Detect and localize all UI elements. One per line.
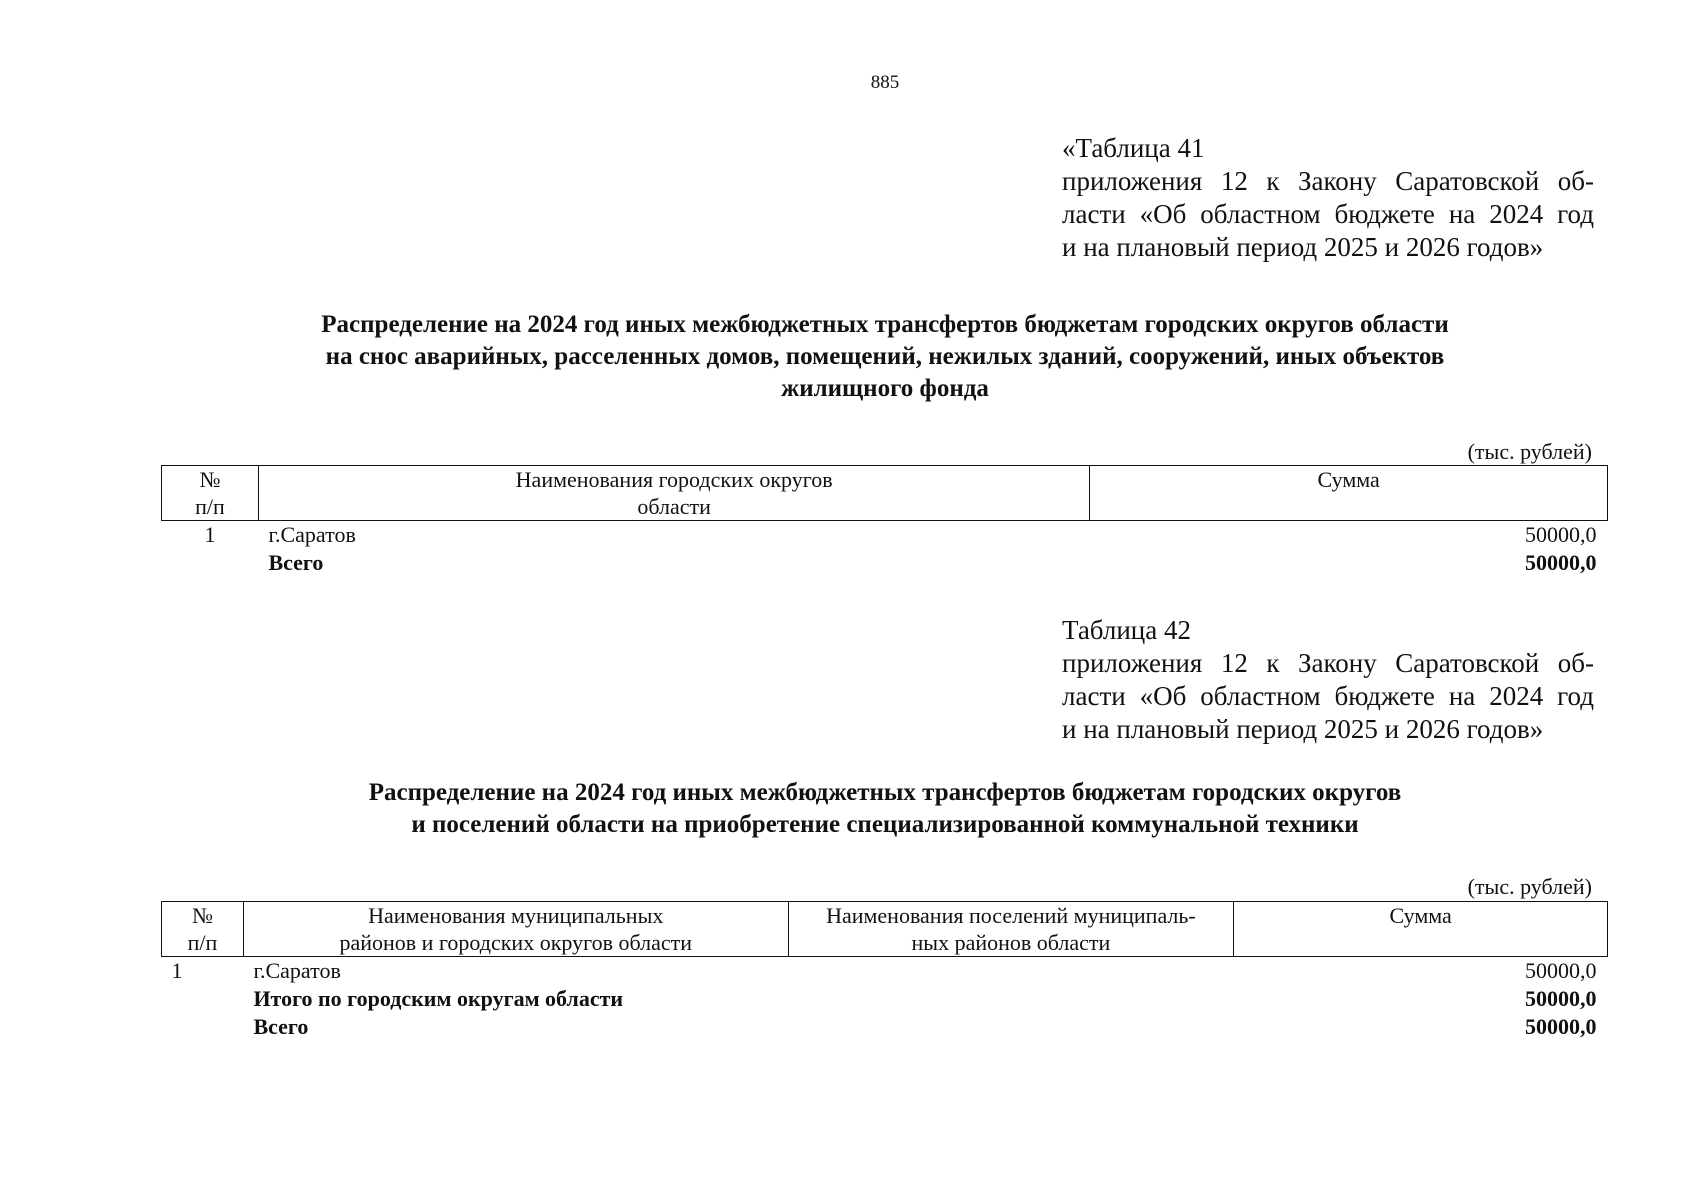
appendix-line: и на плановый период 2025 и 2026 годов»	[1062, 714, 1544, 744]
table41	[161, 465, 1608, 577]
table-header-row	[162, 466, 1608, 521]
heading-line: на снос аварийных, расселенных домов, помещений, нежилых зданий, сооружений, иных объектов	[325, 343, 1445, 370]
appendix-note-table42	[1062, 614, 1594, 746]
subtotal-label: Итого по городским округам области	[253, 986, 624, 1011]
row-sum: 50000,0	[1525, 522, 1597, 547]
appendix-line: и на плановый период 2025 и 2026 годов»	[1062, 232, 1544, 262]
column-header-sum: Сумма	[1090, 466, 1608, 521]
total-label: Всего	[253, 1014, 309, 1039]
table-row	[162, 957, 1608, 986]
units-label: (тыс. рублей)	[1467, 439, 1592, 464]
row-name: г.Саратов	[268, 522, 356, 547]
table41-heading	[160, 309, 1610, 405]
appendix-line: приложения 12 к Закону Саратовской об-	[1062, 166, 1594, 196]
heading-line: жилищного фонда	[781, 375, 989, 402]
heading-line: Распределение на 2024 год иных межбюджетных трансфертов бюджетам городских округов области	[321, 311, 1449, 338]
heading-line: и поселений области на приобретение специализированной коммунальной техники	[411, 811, 1359, 838]
column-header-name: Наименования городских округов области	[258, 466, 1089, 521]
total-row	[162, 1013, 1608, 1041]
heading-line: Распределение на 2024 год иных межбюджетных трансфертов бюджетам городских округов	[368, 779, 1402, 806]
total-sum: 50000,0	[1525, 550, 1597, 575]
table-row	[162, 521, 1608, 550]
subtotal-sum: 50000,0	[1525, 986, 1597, 1011]
appendix-line: ласти «Об областном бюджете на 2024 год	[1062, 681, 1594, 711]
table42-heading	[160, 777, 1610, 841]
total-row	[162, 549, 1608, 577]
column-header-number: № п/п	[162, 466, 259, 521]
column-header-number: № п/п	[162, 902, 244, 957]
row-settlement	[788, 957, 1234, 986]
table42	[161, 901, 1608, 1041]
total-sum: 50000,0	[1525, 1014, 1597, 1039]
row-name: г.Саратов	[253, 958, 341, 983]
column-header-sum: Сумма	[1234, 902, 1608, 957]
appendix-line: приложения 12 к Закону Саратовской об-	[1062, 648, 1594, 678]
appendix-table-number: Таблица 42	[1062, 615, 1191, 645]
appendix-table-number: «Таблица 41	[1062, 133, 1205, 163]
table-header-row	[162, 902, 1608, 957]
units-label: (тыс. рублей)	[1467, 874, 1592, 899]
appendix-line: ласти «Об областном бюджете на 2024 год	[1062, 199, 1594, 229]
column-header-settlement: Наименования поселений муниципаль- ных районов области	[788, 902, 1234, 957]
page-number: 885	[870, 72, 900, 93]
row-number: 1	[171, 958, 183, 983]
total-label: Всего	[268, 550, 324, 575]
row-number: 1	[204, 522, 216, 547]
appendix-note-table41	[1062, 132, 1594, 264]
subtotal-row	[162, 985, 1608, 1013]
row-sum: 50000,0	[1525, 958, 1597, 983]
column-header-district: Наименования муниципальных районов и городских округов области	[243, 902, 788, 957]
